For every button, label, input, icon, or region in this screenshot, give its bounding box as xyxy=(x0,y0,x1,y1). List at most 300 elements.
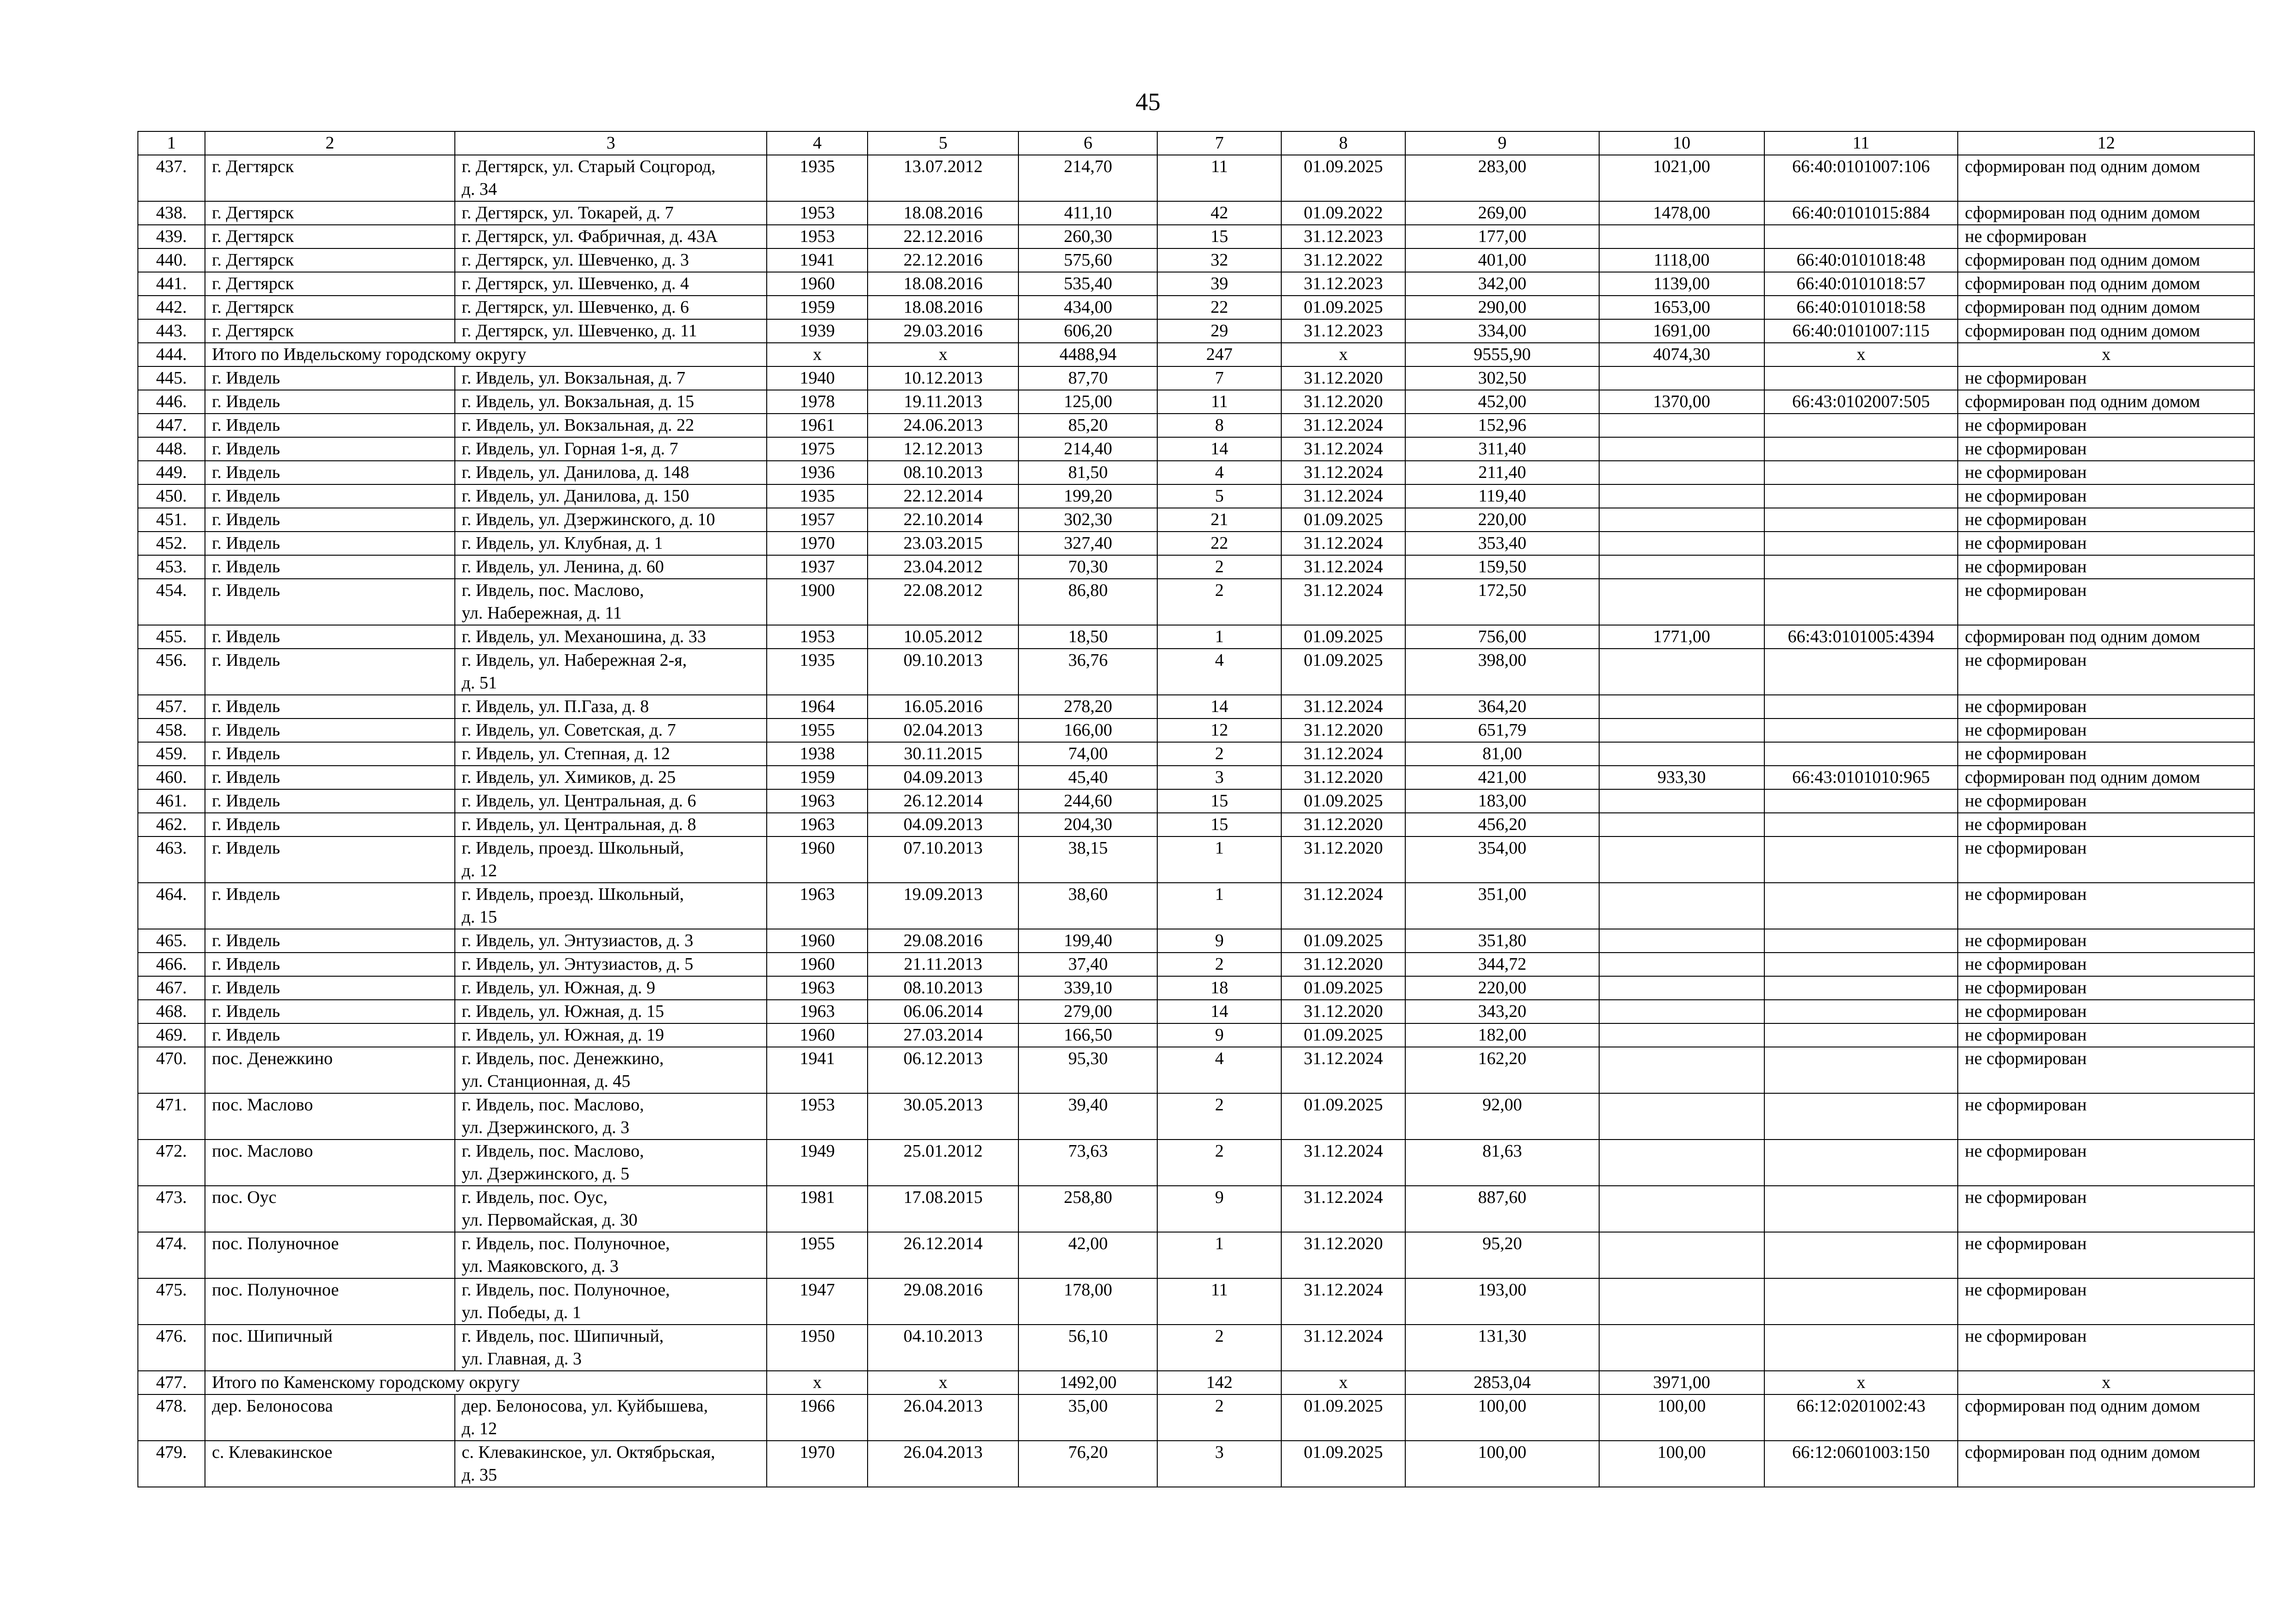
table-body xyxy=(138,131,2254,1487)
cost: 95,20 xyxy=(1405,1232,1599,1278)
settlement: пос. Шипичный xyxy=(205,1325,455,1371)
address-line: г. Ивдель, ул. Дзержинского, д. 10 xyxy=(461,510,715,529)
settlement: г. Ивдель xyxy=(205,789,455,813)
land-status: не сформирован xyxy=(1958,836,2254,883)
land-status: не сформирован xyxy=(1958,532,2254,555)
deadline: 31.12.2020 xyxy=(1281,1000,1405,1023)
residents: 3 xyxy=(1157,766,1281,789)
header-cell: 2 xyxy=(205,131,455,155)
build-year: 1947 xyxy=(767,1278,868,1325)
build-year: 1953 xyxy=(767,201,868,225)
address xyxy=(455,508,767,532)
date: 18.08.2016 xyxy=(868,201,1018,225)
deadline: 31.12.2020 xyxy=(1281,766,1405,789)
settlement: г. Ивдель xyxy=(205,836,455,883)
build-year: 1966 xyxy=(767,1394,868,1441)
address-line: г. Ивдель, ул. Центральная, д. 6 xyxy=(461,791,696,811)
build-year: 1960 xyxy=(767,1023,868,1047)
cost: 220,00 xyxy=(1405,508,1599,532)
address-line: дер. Белоносова, ул. Куйбышева, xyxy=(461,1396,708,1416)
residents: 1 xyxy=(1157,836,1281,883)
row-number: 471. xyxy=(138,1093,205,1140)
land-status: сформирован под одним домом xyxy=(1958,248,2254,272)
address-line: г. Ивдель, пос. Шипичный, xyxy=(461,1326,664,1346)
land-status: не сформирован xyxy=(1958,953,2254,976)
area: 86,80 xyxy=(1018,579,1157,625)
area: 327,40 xyxy=(1018,532,1157,555)
address-line: г. Ивдель, ул. Советская, д. 7 xyxy=(461,720,676,740)
address-line: г. Ивдель, ул. П.Газа, д. 8 xyxy=(461,697,649,716)
deadline: 31.12.2024 xyxy=(1281,1140,1405,1186)
cost: 100,00 xyxy=(1405,1441,1599,1487)
settlement: г. Дегтярск xyxy=(205,248,455,272)
date: 26.12.2014 xyxy=(868,789,1018,813)
residents: 142 xyxy=(1157,1371,1281,1394)
settlement: г. Дегтярск xyxy=(205,201,455,225)
settlement: г. Ивдель xyxy=(205,695,455,719)
build-year: 1955 xyxy=(767,719,868,742)
cost: 220,00 xyxy=(1405,976,1599,1000)
cost: 182,00 xyxy=(1405,1023,1599,1047)
settlement: г. Ивдель xyxy=(205,579,455,625)
row-number: 465. xyxy=(138,929,205,953)
cost: 162,20 xyxy=(1405,1047,1599,1093)
settlement: г. Ивдель xyxy=(205,1000,455,1023)
build-year: 1900 xyxy=(767,579,868,625)
deadline: x xyxy=(1281,343,1405,366)
date: 19.09.2013 xyxy=(868,883,1018,929)
residents: 2 xyxy=(1157,579,1281,625)
address-line: ул. Дзержинского, д. 5 xyxy=(461,1164,630,1183)
area: 45,40 xyxy=(1018,766,1157,789)
cost: 364,20 xyxy=(1405,695,1599,719)
settlement: г. Ивдель xyxy=(205,649,455,695)
address xyxy=(455,1047,767,1093)
residents: 11 xyxy=(1157,1278,1281,1325)
address xyxy=(455,976,767,1000)
date: 10.05.2012 xyxy=(868,625,1018,649)
address xyxy=(455,1186,767,1232)
settlement: г. Ивдель xyxy=(205,766,455,789)
residents: 2 xyxy=(1157,1093,1281,1140)
row-number: 437. xyxy=(138,155,205,201)
address xyxy=(455,1000,767,1023)
date: 16.05.2016 xyxy=(868,695,1018,719)
total-row xyxy=(138,343,2254,366)
deadline: x xyxy=(1281,1371,1405,1394)
build-year: 1963 xyxy=(767,813,868,836)
deadline: 31.12.2023 xyxy=(1281,319,1405,343)
address xyxy=(455,1023,767,1047)
table-row xyxy=(138,1232,2254,1278)
total-label: Итого по Каменскому городскому округу xyxy=(205,1371,767,1394)
residents: 1 xyxy=(1157,1232,1281,1278)
housing-register-table xyxy=(137,131,2255,1487)
build-year: 1961 xyxy=(767,414,868,437)
area: 85,20 xyxy=(1018,414,1157,437)
build-year: 1953 xyxy=(767,225,868,248)
residents: 2 xyxy=(1157,1394,1281,1441)
cadastral-number xyxy=(1764,789,1958,813)
address-line: г. Ивдель, ул. Данилова, д. 150 xyxy=(461,486,689,506)
area: 199,20 xyxy=(1018,484,1157,508)
area: 36,76 xyxy=(1018,649,1157,695)
land-status: не сформирован xyxy=(1958,579,2254,625)
cadastral-number xyxy=(1764,695,1958,719)
cadastral-number xyxy=(1764,1023,1958,1047)
build-year: 1935 xyxy=(767,649,868,695)
row-number: 453. xyxy=(138,555,205,579)
land-area xyxy=(1599,813,1764,836)
area: 70,30 xyxy=(1018,555,1157,579)
cost: 756,00 xyxy=(1405,625,1599,649)
cadastral-number xyxy=(1764,579,1958,625)
header-cell: 12 xyxy=(1958,131,2254,155)
deadline: 01.09.2025 xyxy=(1281,976,1405,1000)
date: 22.12.2014 xyxy=(868,484,1018,508)
deadline: 31.12.2020 xyxy=(1281,1232,1405,1278)
table-row xyxy=(138,719,2254,742)
area: 38,15 xyxy=(1018,836,1157,883)
settlement: пос. Маслово xyxy=(205,1140,455,1186)
table-row xyxy=(138,836,2254,883)
table-row xyxy=(138,579,2254,625)
cost: 334,00 xyxy=(1405,319,1599,343)
deadline: 31.12.2023 xyxy=(1281,225,1405,248)
row-number: 459. xyxy=(138,742,205,766)
deadline: 31.12.2024 xyxy=(1281,1047,1405,1093)
area: 178,00 xyxy=(1018,1278,1157,1325)
residents: 7 xyxy=(1157,366,1281,390)
build-year: 1960 xyxy=(767,272,868,296)
land-status: не сформирован xyxy=(1958,1325,2254,1371)
table-row xyxy=(138,390,2254,414)
area: 339,10 xyxy=(1018,976,1157,1000)
date: x xyxy=(868,343,1018,366)
date: 04.10.2013 xyxy=(868,1325,1018,1371)
address-line: г. Ивдель, пос. Полуночное, xyxy=(461,1280,670,1300)
cost: 456,20 xyxy=(1405,813,1599,836)
build-year: 1935 xyxy=(767,484,868,508)
area: 302,30 xyxy=(1018,508,1157,532)
address-line: г. Ивдель, ул. Горная 1-я, д. 7 xyxy=(461,439,678,458)
address xyxy=(455,532,767,555)
deadline: 31.12.2024 xyxy=(1281,695,1405,719)
land-area xyxy=(1599,555,1764,579)
deadline: 31.12.2020 xyxy=(1281,953,1405,976)
table-row xyxy=(138,248,2254,272)
land-area xyxy=(1599,1325,1764,1371)
address-line: г. Ивдель, проезд. Школьный, xyxy=(461,838,684,858)
address xyxy=(455,437,767,461)
cost: 131,30 xyxy=(1405,1325,1599,1371)
row-number: 469. xyxy=(138,1023,205,1047)
deadline: 31.12.2020 xyxy=(1281,719,1405,742)
build-year: 1960 xyxy=(767,836,868,883)
row-number: 457. xyxy=(138,695,205,719)
land-area xyxy=(1599,836,1764,883)
cadastral-number xyxy=(1764,813,1958,836)
cost: 887,60 xyxy=(1405,1186,1599,1232)
deadline: 31.12.2024 xyxy=(1281,742,1405,766)
row-number: 461. xyxy=(138,789,205,813)
table-row xyxy=(138,461,2254,484)
date: 23.04.2012 xyxy=(868,555,1018,579)
land-area xyxy=(1599,484,1764,508)
build-year: 1970 xyxy=(767,1441,868,1487)
address-line: г. Ивдель, пос. Маслово, xyxy=(461,1141,644,1161)
row-number: 475. xyxy=(138,1278,205,1325)
row-number: 472. xyxy=(138,1140,205,1186)
land-status: не сформирован xyxy=(1958,719,2254,742)
table-row xyxy=(138,1000,2254,1023)
address-line: г. Дегтярск, ул. Шевченко, д. 4 xyxy=(461,274,689,293)
address-line: г. Ивдель, ул. Энтузиастов, д. 5 xyxy=(461,954,694,974)
area: 434,00 xyxy=(1018,296,1157,319)
build-year: 1936 xyxy=(767,461,868,484)
residents: 12 xyxy=(1157,719,1281,742)
build-year: 1963 xyxy=(767,1000,868,1023)
land-area: 1653,00 xyxy=(1599,296,1764,319)
residents: 1 xyxy=(1157,883,1281,929)
land-area xyxy=(1599,1000,1764,1023)
deadline: 31.12.2024 xyxy=(1281,555,1405,579)
area: 244,60 xyxy=(1018,789,1157,813)
land-area: 1118,00 xyxy=(1599,248,1764,272)
area: 125,00 xyxy=(1018,390,1157,414)
deadline: 01.09.2022 xyxy=(1281,201,1405,225)
deadline: 31.12.2024 xyxy=(1281,1278,1405,1325)
table-row xyxy=(138,1278,2254,1325)
build-year: 1970 xyxy=(767,532,868,555)
land-status: не сформирован xyxy=(1958,484,2254,508)
cost: 177,00 xyxy=(1405,225,1599,248)
cost: 159,50 xyxy=(1405,555,1599,579)
cost: 269,00 xyxy=(1405,201,1599,225)
cadastral-number xyxy=(1764,1140,1958,1186)
residents: 9 xyxy=(1157,1023,1281,1047)
cost: 152,96 xyxy=(1405,414,1599,437)
table-row xyxy=(138,555,2254,579)
build-year: 1950 xyxy=(767,1325,868,1371)
address-line: д. 12 xyxy=(461,861,497,880)
land-area: 1139,00 xyxy=(1599,272,1764,296)
deadline: 31.12.2024 xyxy=(1281,484,1405,508)
table-row xyxy=(138,929,2254,953)
header-cell: 8 xyxy=(1281,131,1405,155)
address xyxy=(455,579,767,625)
cadastral-number xyxy=(1764,1278,1958,1325)
date: 26.04.2013 xyxy=(868,1441,1018,1487)
cadastral-number: x xyxy=(1764,1371,1958,1394)
table-row xyxy=(138,484,2254,508)
address-line: г. Ивдель, пос. Полуночное, xyxy=(461,1234,670,1253)
date: 29.08.2016 xyxy=(868,1278,1018,1325)
address-line: г. Ивдель, ул. Степная, д. 12 xyxy=(461,744,670,763)
deadline: 01.09.2025 xyxy=(1281,1023,1405,1047)
total-label: Итого по Ивдельскому городскому округу xyxy=(205,343,767,366)
table-row xyxy=(138,1047,2254,1093)
cost: 398,00 xyxy=(1405,649,1599,695)
address-line: г. Ивдель, пос. Маслово, xyxy=(461,1095,644,1115)
address xyxy=(455,719,767,742)
land-status: не сформирован xyxy=(1958,883,2254,929)
settlement: г. Ивдель xyxy=(205,414,455,437)
row-number: 442. xyxy=(138,296,205,319)
land-area xyxy=(1599,1047,1764,1093)
land-status: x xyxy=(1958,343,2254,366)
land-area: 1691,00 xyxy=(1599,319,1764,343)
land-area: 1771,00 xyxy=(1599,625,1764,649)
table-row xyxy=(138,319,2254,343)
table-row xyxy=(138,976,2254,1000)
address xyxy=(455,319,767,343)
row-number: 438. xyxy=(138,201,205,225)
address-line: г. Дегтярск, ул. Старый Соцгород, xyxy=(461,157,716,176)
date: 30.05.2013 xyxy=(868,1093,1018,1140)
settlement: г. Ивдель xyxy=(205,953,455,976)
address-line: г. Ивдель, ул. Ленина, д. 60 xyxy=(461,557,664,576)
land-area: 1478,00 xyxy=(1599,201,1764,225)
date: 07.10.2013 xyxy=(868,836,1018,883)
deadline: 31.12.2022 xyxy=(1281,248,1405,272)
residents: 8 xyxy=(1157,414,1281,437)
date: 08.10.2013 xyxy=(868,461,1018,484)
land-status: не сформирован xyxy=(1958,1232,2254,1278)
cadastral-number: 66:40:0101018:58 xyxy=(1764,296,1958,319)
cost: 172,50 xyxy=(1405,579,1599,625)
settlement: г. Ивдель xyxy=(205,532,455,555)
residents: 1 xyxy=(1157,625,1281,649)
cadastral-number xyxy=(1764,508,1958,532)
settlement: г. Дегтярск xyxy=(205,272,455,296)
address xyxy=(455,1093,767,1140)
date: 08.10.2013 xyxy=(868,976,1018,1000)
header-cell: 9 xyxy=(1405,131,1599,155)
table-row xyxy=(138,366,2254,390)
area: 37,40 xyxy=(1018,953,1157,976)
area: 279,00 xyxy=(1018,1000,1157,1023)
address xyxy=(455,1140,767,1186)
address-line: г. Ивдель, пос. Оус, xyxy=(461,1188,608,1207)
table-row xyxy=(138,953,2254,976)
address xyxy=(455,929,767,953)
residents: 14 xyxy=(1157,695,1281,719)
deadline: 31.12.2020 xyxy=(1281,813,1405,836)
land-area xyxy=(1599,1140,1764,1186)
deadline: 31.12.2024 xyxy=(1281,883,1405,929)
cost: 211,40 xyxy=(1405,461,1599,484)
row-number: 447. xyxy=(138,414,205,437)
row-number: 476. xyxy=(138,1325,205,1371)
row-number: 441. xyxy=(138,272,205,296)
residents: 32 xyxy=(1157,248,1281,272)
cadastral-number xyxy=(1764,437,1958,461)
cost: 9555,90 xyxy=(1405,343,1599,366)
row-number: 455. xyxy=(138,625,205,649)
address-line: г. Ивдель, пос. Маслово, xyxy=(461,581,644,600)
land-area xyxy=(1599,929,1764,953)
residents: 22 xyxy=(1157,296,1281,319)
build-year: x xyxy=(767,1371,868,1394)
cost: 193,00 xyxy=(1405,1278,1599,1325)
cadastral-number: 66:12:0601003:150 xyxy=(1764,1441,1958,1487)
address-line: г. Ивдель, ул. Химиков, д. 25 xyxy=(461,768,676,787)
date: x xyxy=(868,1371,1018,1394)
cadastral-number xyxy=(1764,1325,1958,1371)
residents: 11 xyxy=(1157,390,1281,414)
address-line: г. Ивдель, ул. Центральная, д. 8 xyxy=(461,815,696,834)
date: 02.04.2013 xyxy=(868,719,1018,742)
address xyxy=(455,625,767,649)
land-status: не сформирован xyxy=(1958,1000,2254,1023)
address-line: г. Ивдель, ул. Клубная, д. 1 xyxy=(461,533,663,553)
table-row xyxy=(138,414,2254,437)
land-area xyxy=(1599,953,1764,976)
address xyxy=(455,836,767,883)
residents: 14 xyxy=(1157,1000,1281,1023)
deadline: 31.12.2024 xyxy=(1281,414,1405,437)
deadline: 31.12.2020 xyxy=(1281,366,1405,390)
table-row xyxy=(138,1140,2254,1186)
address-line: г. Дегтярск, ул. Токарей, д. 7 xyxy=(461,203,674,223)
deadline: 01.09.2025 xyxy=(1281,625,1405,649)
settlement: дер. Белоносова xyxy=(205,1394,455,1441)
cadastral-number xyxy=(1764,929,1958,953)
area: 56,10 xyxy=(1018,1325,1157,1371)
cost: 283,00 xyxy=(1405,155,1599,201)
cost: 81,00 xyxy=(1405,742,1599,766)
land-status: сформирован под одним домом xyxy=(1958,766,2254,789)
address-line: ул. Главная, д. 3 xyxy=(461,1349,582,1369)
residents: 22 xyxy=(1157,532,1281,555)
table-row xyxy=(138,789,2254,813)
residents: 15 xyxy=(1157,813,1281,836)
deadline: 01.09.2025 xyxy=(1281,155,1405,201)
cost: 401,00 xyxy=(1405,248,1599,272)
build-year: 1953 xyxy=(767,625,868,649)
deadline: 31.12.2020 xyxy=(1281,390,1405,414)
land-area xyxy=(1599,1186,1764,1232)
address xyxy=(455,1325,767,1371)
settlement: г. Ивдель xyxy=(205,437,455,461)
residents: 29 xyxy=(1157,319,1281,343)
address-line: г. Ивдель, ул. Южная, д. 19 xyxy=(461,1025,664,1045)
cadastral-number xyxy=(1764,1186,1958,1232)
row-number: 448. xyxy=(138,437,205,461)
cadastral-number xyxy=(1764,649,1958,695)
header-cell: 4 xyxy=(767,131,868,155)
address-line: ул. Первомайская, д. 30 xyxy=(461,1210,638,1230)
land-area xyxy=(1599,789,1764,813)
cost: 119,40 xyxy=(1405,484,1599,508)
build-year: 1963 xyxy=(767,789,868,813)
address-line: ул. Дзержинского, д. 3 xyxy=(461,1118,630,1137)
table-row xyxy=(138,532,2254,555)
address xyxy=(455,461,767,484)
cost: 351,00 xyxy=(1405,883,1599,929)
land-status: не сформирован xyxy=(1958,695,2254,719)
address-line: ул. Маяковского, д. 3 xyxy=(461,1257,619,1276)
land-status: не сформирован xyxy=(1958,437,2254,461)
table-row xyxy=(138,1023,2254,1047)
residents: 247 xyxy=(1157,343,1281,366)
table-row xyxy=(138,813,2254,836)
land-area xyxy=(1599,579,1764,625)
build-year: 1953 xyxy=(767,1093,868,1140)
cadastral-number xyxy=(1764,953,1958,976)
date: 19.11.2013 xyxy=(868,390,1018,414)
